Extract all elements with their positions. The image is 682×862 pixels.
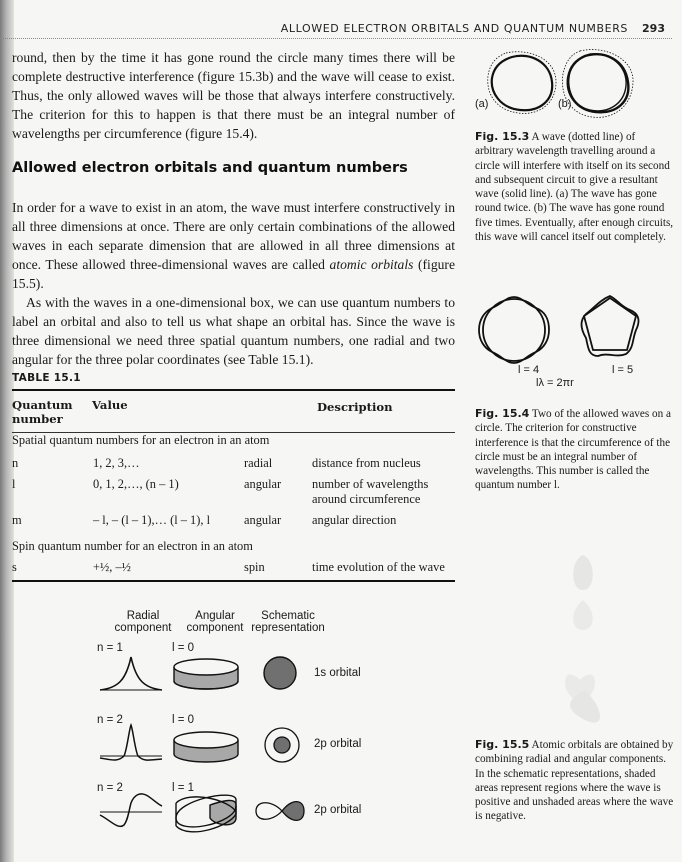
- caption-fig-15-4-label: Fig. 15.4: [475, 407, 530, 420]
- row-m-type: angular: [244, 513, 282, 527]
- col-header-radial-line2: component: [114, 622, 172, 634]
- caption-fig-15-3-text: A wave (dotted line) of arbitrary wavelength travelling around a circle will interfere with itself on its second and subsequent circuit to give a resultant wave (solid line). (a) The wave has gone round twice. (b) The wave has gone round five times. Eventually, after enough circuits, this wave will cancel itself out completely.: [475, 131, 674, 244]
- row-l-description: [312, 477, 428, 507]
- row-n-description: distance from nucleus: [312, 456, 421, 470]
- row-n-value: 1, 2, 3,…: [93, 456, 140, 470]
- running-head: [250, 22, 665, 35]
- group-spin: Spin quantum number for an electron in an atom: [12, 539, 253, 553]
- radial-1s-curve: [100, 657, 162, 690]
- col-header-angular-line2: component: [186, 622, 244, 634]
- fig-15-3b-ring: [562, 50, 633, 118]
- row-l-value: 0, 1, 2,…, (n – 1): [93, 477, 179, 491]
- col-header-schematic-line2: representation: [251, 622, 325, 634]
- fig-15-3-panel-a: (a): [475, 98, 489, 110]
- row1-orbital-label: 1s orbital: [314, 667, 361, 679]
- group-spatial: Spatial quantum numbers for an electron in an atom: [12, 433, 270, 447]
- angular-l0-disc-2: [174, 732, 238, 762]
- row3-orbital-label: 2p orbital: [314, 804, 362, 816]
- running-head-title: ALLOWED ELECTRON ORBITALS AND QUANTUM NUMBERS: [280, 22, 629, 35]
- row-n-symbol: n: [12, 456, 19, 470]
- fig-15-4-l5-ring: [582, 296, 639, 356]
- page-number: 293: [642, 22, 665, 35]
- row-l-description-line1: number of wavelengths: [312, 477, 429, 491]
- header-description: Description: [317, 400, 393, 414]
- header-quantum-number: [12, 398, 73, 426]
- table-label: TABLE 15.1: [12, 372, 81, 384]
- row-m-value: – l, – (l – 1),… (l – 1), l: [93, 513, 211, 527]
- table-header-rule: [12, 432, 455, 433]
- table-top-rule: [12, 389, 455, 391]
- row-l-type: angular: [244, 477, 282, 491]
- caption-fig-15-4-text: Two of the allowed waves on a circle. The criterion for constructive interference is that the circumference of the circle must be an integral number of wavelengths. This number is called the quantum number l.: [475, 408, 671, 492]
- row-s-symbol: s: [12, 560, 17, 574]
- paragraph-2: As with the waves in a one-dimensional box, we can use quantum numbers to label an orbital and also to tell us what shape an orbital has. Since the wave is three dimensional we need three spatial quantum numbers, one radial and two angular for the three polar coordinates (see Table 15.1).: [12, 295, 455, 367]
- caption-fig-15-5-text: Atomic orbitals are obtained by combining radial and angular components. In the schematic representations, shaded areas represent regions where the wave is positive and unshaded areas where the wave is negative.: [475, 739, 674, 823]
- paragraph-1: [12, 198, 455, 293]
- row-m-symbol: m: [12, 513, 22, 527]
- fig-15-4-equation: lλ = 2πr: [536, 377, 574, 389]
- quantum-number-table: [12, 393, 455, 608]
- header-quantum-line2: number: [12, 412, 63, 426]
- row-l-symbol: l: [12, 477, 16, 491]
- bleed-through-text: [300, 126, 304, 140]
- fig-15-4-label-l5: l = 5: [612, 364, 634, 376]
- col-header-angular-line1: Angular: [195, 610, 235, 622]
- row2-radial-label: n = 2: [97, 714, 123, 726]
- caption-fig-15-5: [475, 738, 675, 824]
- caption-fig-15-3-label: Fig. 15.3: [475, 130, 530, 143]
- col-header-schematic: [238, 610, 338, 634]
- radial-2p-curve: [100, 794, 162, 827]
- fig-15-3-panel-b: (b): [558, 98, 572, 110]
- row-s-description: time evolution of the wave: [312, 560, 445, 574]
- fig-15-4-l4-ring: [479, 297, 549, 363]
- schematic-2p: [256, 802, 304, 821]
- schematic-2s: [265, 728, 299, 762]
- caption-fig-15-3: [475, 130, 675, 244]
- caption-fig-15-5-label: Fig. 15.5: [475, 738, 530, 751]
- paragraph-continued: round, then by the time it has gone round the circle many times there will be complete destructive interference (figure 15.3b) and the wave will cease to exist. Thus, the only allowed waves will be those that always interfere constructively. The criterion for this to happen is that there must be an integral number of wavelengths per circumference (figure 15.4).: [12, 50, 455, 141]
- fig-15-3a-ring: [488, 52, 556, 114]
- header-quantum-line1: Quantum: [12, 398, 73, 412]
- row-m-description: angular direction: [312, 513, 397, 527]
- main-text-continued: [12, 48, 455, 143]
- header-value: Value: [92, 398, 128, 412]
- term-atomic-orbitals: atomic orbitals: [329, 257, 414, 272]
- radial-2s-curve: [100, 725, 162, 760]
- row2-orbital-label: 2p orbital: [314, 738, 362, 750]
- row1-radial-label: n = 1: [97, 642, 123, 654]
- row1-angular-label: l = 0: [172, 642, 195, 654]
- paragraph-1-end: (figure 15.5).: [12, 257, 455, 291]
- row2-angular-label: l = 0: [172, 714, 195, 726]
- main-text-section: [12, 198, 455, 369]
- row-l-description-line2: around circumference: [312, 492, 421, 506]
- col-header-radial-line1: Radial: [126, 610, 160, 622]
- row3-radial-label: n = 2: [97, 782, 123, 794]
- schematic-1s: [264, 657, 296, 689]
- row-s-value: +½, –½: [93, 560, 131, 574]
- col-header-schematic-line1: Schematic: [261, 610, 315, 622]
- angular-l1-disc: [176, 795, 236, 832]
- row-s-type: spin: [244, 560, 265, 574]
- header-dotted-rule: [0, 38, 672, 39]
- section-title: Allowed electron orbitals and quantum numbers: [12, 160, 408, 176]
- row-n-type: radial: [244, 456, 273, 470]
- table-bottom-rule: [12, 580, 455, 582]
- caption-fig-15-4: [475, 407, 675, 493]
- fig-15-4-label-l4: l = 4: [518, 364, 540, 376]
- angular-l0-disc-1: [174, 659, 238, 689]
- paragraph-1-text: In order for a wave to exist in an atom, the wave must interfere constructively in all three dimensions at once. There are only certain combinations of the allowed waves in each separate dimension that are allowed in all three dimensions at once. These allowed three-dimensional waves are called: [12, 200, 455, 272]
- row3-angular-label: l = 1: [172, 782, 195, 794]
